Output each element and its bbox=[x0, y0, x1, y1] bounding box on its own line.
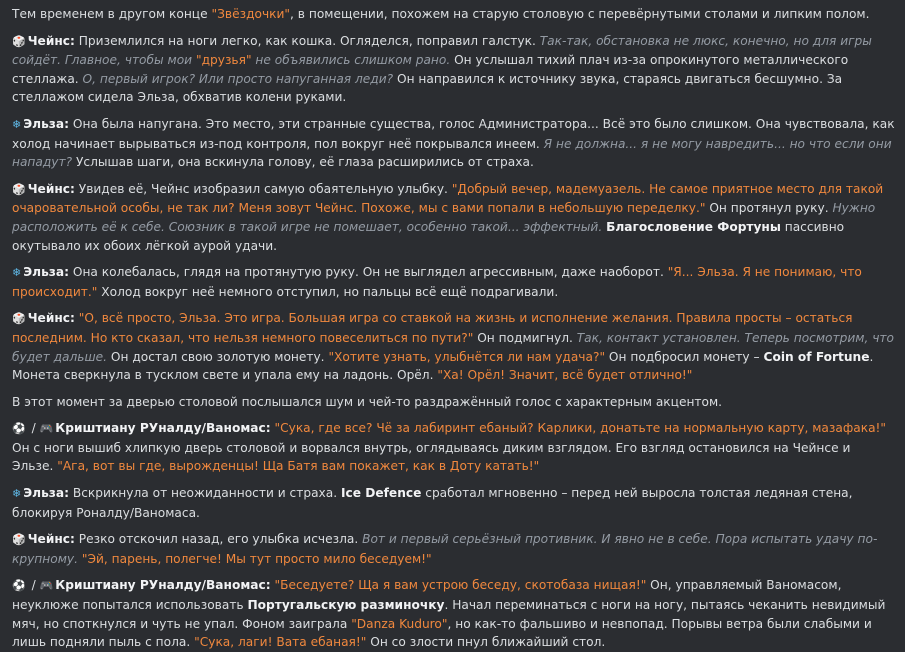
gamepad-icon: 🎮 bbox=[39, 579, 54, 593]
narration-text: , в помещении, похожем на старую столовую с перевёрнутыми столами и липким полом. bbox=[290, 7, 870, 21]
bold-text: Эльза: bbox=[23, 486, 69, 501]
bold-text: Португальскую разминочку bbox=[247, 598, 445, 613]
narration-text: Он подбросил монету – bbox=[605, 349, 764, 364]
narration-text: Она колебалась, глядя на протянутую руку. Он не выглядел агрессивным, даже наоборот. bbox=[68, 265, 668, 280]
thought-text: Нужно расположить её к себе. Союзник в такой игре не помешает, особенно такой... эффектный. bbox=[12, 201, 876, 234]
dialogue-quote: "Хотите узнать, улыбнётся ли нам удача?" bbox=[328, 349, 606, 364]
narration-text: В этот момент за дверью столовой послышался шум и чей-то раздражённый голос с характерным акцентом. bbox=[12, 394, 723, 409]
dialogue-quote: "О, всё просто, Эльза. Это игра. Большая игра со ставкой на жизнь и исполнение желания. Правила просты – остаться последним. Но кто сказал, что нельзя немного повеселиться по пути?" bbox=[12, 311, 853, 345]
soccer-ball-icon: ⚽ bbox=[12, 422, 26, 436]
narration-text: Он достал свою золотую монету. bbox=[107, 349, 329, 364]
message-paragraph bbox=[12, 530, 895, 568]
narration-text: сработал мгновенно – перед ней выросла толстая ледяная стена, блокируя Роналду/Ваномаса. bbox=[12, 486, 853, 520]
gamepad-icon: 🎮 bbox=[39, 422, 54, 436]
dialogue-quote: "Звёздочки" bbox=[211, 7, 291, 21]
message-paragraph bbox=[12, 576, 895, 651]
bold-text: Coin of Fortune bbox=[763, 349, 870, 364]
thought-text: О, первый игрок? Или просто напуганная леди? bbox=[82, 71, 394, 86]
message-paragraph bbox=[12, 115, 895, 172]
narration-text: Он направился к источнику звука, стараясь двигаться бесшумно. За стеллажом сидела Эльза, обхватив колени руками. bbox=[12, 71, 843, 105]
narration-text: . Начал переминаться с ноги на ногу, пытаясь чеканить невидимый мяч, но споткнулся и чуть не упал. Фоном заиграла bbox=[12, 598, 886, 631]
separator: / bbox=[27, 421, 40, 436]
thought-text: не объявились слишком рано. bbox=[251, 53, 451, 68]
message-paragraph bbox=[12, 180, 895, 255]
message-paragraph bbox=[12, 309, 895, 384]
dialogue-quote: "Danza Kuduro" bbox=[351, 616, 448, 631]
message-paragraph bbox=[12, 393, 895, 412]
thought-text: Так, контакт установлен. Теперь посмотрим, что будет дальше. bbox=[12, 330, 894, 364]
narration-text: . Монета сверкнула в тусклом свете и упала ему на ладонь. Орёл. bbox=[12, 349, 874, 383]
thought-text: Я не должна... я не могу навредить... но что если они нападут? bbox=[12, 136, 892, 170]
narration-text: Холод вокруг неё немного отступил, но пальцы всё ещё подрагивали. bbox=[97, 284, 559, 299]
narration-text: Он с ноги вышиб хлипкую дверь столовой и ворвался внутрь, оглядываясь диким взглядом. Его взгляд остановился на Чейнсе и Эльзе. bbox=[12, 440, 851, 474]
narration-text: Приземлился на ноги легко, как кошка. Огляделся, поправил галстук. bbox=[74, 33, 540, 48]
narration-text: , но как-то фальшиво и невпопад. Порывы ветра были слабыми и лишь подняли пыль с пола. bbox=[12, 616, 872, 650]
narration-text: пассивно окутывало их обоих лёгкой аурой удачи. bbox=[12, 219, 845, 253]
bold-text: Криштиану РУналду/Ваномас: bbox=[55, 578, 271, 593]
bold-text: Чейнс: bbox=[27, 311, 75, 326]
dice-icon: 🎲 bbox=[12, 34, 26, 48]
bold-text: Чейнс: bbox=[27, 532, 75, 547]
thought-text: Вот и первый серьёзный противник. И явно не в себе. Пора испытать удачу по-крупному. bbox=[12, 532, 878, 566]
narration-text: Увидев её, Чейнс изобразил самую обаятельную улыбку. bbox=[74, 181, 452, 196]
dialogue-quote: "Сука, лаги! Вата ебаная!" bbox=[194, 635, 367, 650]
narration-text: Тем временем в другом конце bbox=[12, 7, 212, 21]
separator: / bbox=[27, 578, 40, 593]
dialogue-quote: "Я... Эльза. Я не понимаю, что происходит." bbox=[12, 265, 862, 299]
bold-text: Ice Defence bbox=[340, 486, 422, 501]
dialogue-quote: "Ага, вот вы где, вырожденцы! Ща Батя вам покажет, как в Доту катать!" bbox=[57, 459, 540, 474]
dialogue-quote: "друзья" bbox=[195, 53, 252, 68]
soccer-ball-icon: ⚽ bbox=[12, 579, 26, 593]
bold-text: Чейнс: bbox=[27, 33, 75, 48]
bold-text: Благословение Фортуны bbox=[606, 219, 781, 234]
narration-text: Вскрикнула от неожиданности и страха. bbox=[68, 486, 341, 501]
bold-text: Криштиану РУналду/Ваномас: bbox=[55, 421, 271, 436]
narration-text: Он, управляемый Ваномасом, неуклюже попытался использовать bbox=[12, 578, 842, 613]
thought-text: Так-так, обстановка не люкс, конечно, но для игры сойдёт. Главное, чтобы мои bbox=[12, 33, 872, 68]
narration-text: Она была напугана. Это место, эти странные существа, голос Администратора... Всё это было слишком. Она чувствовала, как холод начинает вырываться из-под контроля, пол вокруг неё покрывался инеем. bbox=[12, 116, 895, 151]
narration-text: Он услышал тихий плач из-за опрокинутого металлического стеллажа. bbox=[12, 53, 849, 86]
message-paragraph bbox=[12, 32, 895, 107]
message-paragraph bbox=[12, 263, 895, 301]
bold-text: Эльза: bbox=[23, 265, 69, 280]
dice-icon: 🎲 bbox=[12, 533, 26, 547]
dialogue-quote: "Ха! Орёл! Значит, всё будет отлично!" bbox=[437, 368, 693, 383]
dice-icon: 🎲 bbox=[12, 182, 26, 196]
dialogue-quote: "Добрый вечер, мадемуазель. Не самое приятное место для такой очаровательной особы, не так ли? Меня зовут Чейнс. Похоже, мы с вами попали в небольшую переделку." bbox=[12, 181, 884, 216]
dialogue-quote: "Беседуете? Ща я вам устрою беседу, скотобаза нищая!" bbox=[274, 578, 647, 593]
dialogue-quote: "Эй, парень, полегче! Мы тут просто мило беседуем!" bbox=[81, 551, 432, 566]
bold-text: Чейнс: bbox=[27, 181, 75, 196]
narration-text: Резко отскочил назад, его улыбка исчезла. bbox=[74, 532, 363, 547]
message-paragraph bbox=[12, 484, 895, 522]
dice-icon: 🎲 bbox=[12, 312, 26, 326]
snowflake-icon: ❄ bbox=[12, 487, 22, 501]
narration-text: Услышав шаги, она вскинула голову, её глаза расширились от страха. bbox=[72, 155, 534, 170]
bold-text: Эльза: bbox=[23, 116, 69, 131]
narration-text: Он протянул руку. bbox=[705, 201, 833, 216]
message-paragraph bbox=[12, 419, 895, 476]
message-paragraph bbox=[12, 5, 895, 24]
narration-text: Он подмигнул. bbox=[473, 330, 577, 345]
snowflake-icon: ❄ bbox=[12, 117, 22, 131]
narration-text: Он со злости пнул ближайший стол. bbox=[366, 635, 606, 650]
dialogue-quote: "Сука, где все? Чё за лабиринт ебаный? Карлики, донатьте на нормальную карту, мазафака!" bbox=[274, 421, 887, 436]
snowflake-icon: ❄ bbox=[12, 266, 22, 280]
